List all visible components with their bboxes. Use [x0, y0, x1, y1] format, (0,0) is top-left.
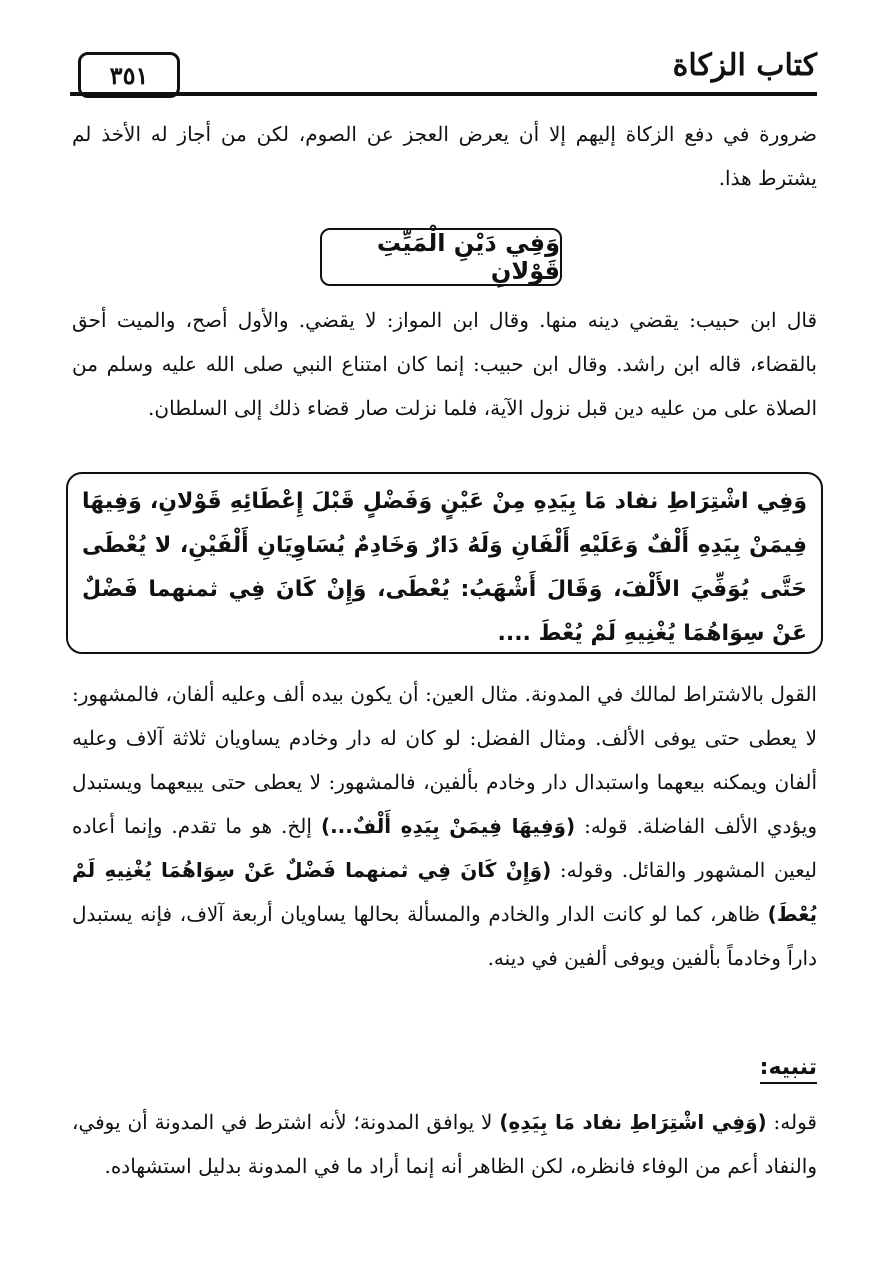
commentary-text-2: إلخ. هو ما تقدم. وإنما أعاده ليعين المشهور والقائل. وقوله: — [72, 814, 817, 882]
paragraph-ibn-habib: قال ابن حبيب: يقضي دينه منها. وقال ابن المواز: لا يقضي. والأول أصح، والميت أحق بالقضاء، قاله ابن راشد. وقال ابن حبيب: إنما كان امتناع النبي صلى الله عليه وسلم من الصلاة على من عليه دين قبل نزول الآية، فلما نزلت صار قضاء ذلك إلى السلطان. — [72, 308, 818, 420]
commentary-paragraph — [72, 672, 817, 980]
note-text-1: قوله: — [766, 1110, 817, 1134]
matn-quote-1: (وَفِيهَا فِيمَنْ بِيَدِهِ أَلْفٌ...) — [320, 814, 576, 838]
matn-quote-2: (وَإِنْ كَانَ فِي ثمنهما فَضْلٌ عَنْ سِوَاهُمَا يُغْنِيهِ لَمْ يُعْطَ) — [72, 858, 817, 926]
commentary-text-3: ظاهر، كما لو كانت الدار والخادم والمسألة بحالها يساويان أربعة آلاف، فإنه يستبدل داراً وخادماً بألفين ويوفى ألفين في دينه. — [72, 902, 817, 970]
note-quote: (وَفِي اشْتِرَاطِ نفاد مَا بِيَدِهِ) — [499, 1110, 767, 1134]
page-header — [70, 44, 817, 96]
note-text-2: لا يوافق المدونة؛ لأنه اشترط في المدونة أن يوفي، والنفاد أعم من الوفاء فانظره، لكن الظاهر أنه إنما أراد ما في المدونة بدليل استشهاده. — [72, 1110, 817, 1178]
book-title: كتاب الزكاة — [672, 48, 817, 83]
note-paragraph — [72, 1100, 817, 1188]
intro-paragraph: ضرورة في دفع الزكاة إليهم إلا أن يعرض العجز عن الصوم، لكن من أجاز له الأخذ لم يشترط هذا. — [72, 122, 817, 190]
header-rule — [70, 92, 817, 96]
matn-text-box: وَفِي اشْتِرَاطِ نفاد مَا بِيَدِهِ مِنْ عَيْنٍ وَفَضْلٍ قَبْلَ إِعْطَائِهِ قَوْلانِ، وَفِيهَا فِيمَنْ بِيَدِهِ أَلْفٌ وَعَلَيْهِ أَلْفَانِ وَلَهُ دَارٌ وَخَادِمٌ يُسَاوِيَانِ أَلْفَيْنِ، لا يُعْطَى حَتَّى يُوَفِّيَ الأَلْفَ، وَقَالَ أَشْهَبُ: يُعْطَى، وَإِنْ كَانَ فِي ثمنهما فَضْلٌ عَنْ سِوَاهُمَا يُغْنِيهِ لَمْ يُعْطَ .... — [66, 472, 823, 654]
section-heading: وَفِي دَيْنِ الْمَيِّتِ قَوْلانِ — [320, 228, 562, 286]
page-number: ٣٥١ — [78, 52, 180, 98]
note-heading: تنبيه: — [760, 1054, 817, 1084]
commentary-text-1: القول بالاشتراط لمالك في المدونة. مثال العين: أن يكون بيده ألف وعليه ألفان، فالمشهور: لا يعطى حتى يوفى الألف. ومثال الفضل: لو كان له دار وخادم يساويان ثلاثة آلاف وعليه ألفان ويمكنه بيعهما واستبدال دار وخادم بألفين، فالمشهور: لا يعطى حتى يبيعهما ويستبدل ويؤدي الألف الفاضلة. قوله: — [72, 682, 817, 838]
